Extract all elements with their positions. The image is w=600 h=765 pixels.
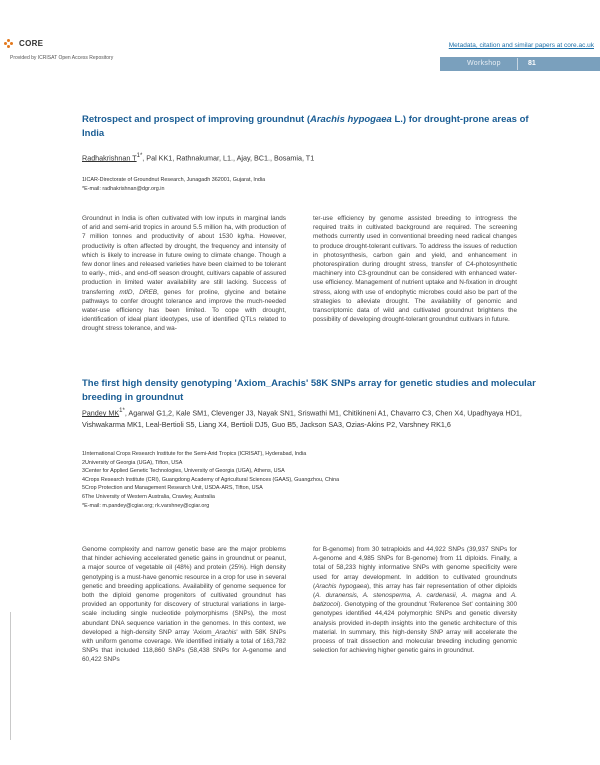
abstract2-affiliations: [82, 450, 542, 510]
abstract1-lead-author: Radhakrishnan T: [82, 153, 137, 163]
core-metadata-link[interactable]: Metadata, citation and similar papers at core.ac.uk: [448, 42, 594, 49]
affiliation-line: 1ICAR-Directorate of Groundnut Research, Junagadh 362001, Gujarat, India: [82, 177, 266, 183]
abstract1-body-col1: Groundnut in India is often cultivated with low inputs in marginal lands of arid and semi-arid tropics in around 5.5 million ha, with production of 7 million tonnes and productivity of about 1530 kg/ha. However, productivity is often affected by drought, the frequency and intensity of which is likely to increase in future owing to climate change. Though a few donor lines and released varieties have been claimed to be tolerant to early-, mid-, and end-off season drought, cultivars capable of assured production in limited water availability are still lacking. Success of transferring mtlD, DREB, genes for proline, glycine and betaine pathways to confer drought tolerance and improve the much-needed water-use efficiency has been limited. To cope with drought, identification of ideal plant ideotypes, use of identified QTLs related to drought stress tolerance, and wa-: [82, 215, 286, 333]
affiliation-line: 1International Crops Research Institute for the Semi-Arid Tropics (ICRISAT), Hyderabad, India: [82, 451, 307, 457]
margin-rule: [10, 612, 11, 740]
page-number: 81: [528, 60, 536, 67]
header-divider: [517, 58, 518, 70]
abstract2-body-col2: for B-genome) from 30 tetraploids and 44,922 SNPs (39,937 SNPs for A-genome and 4,985 SNPs for B-genome) from 11 diploids. Finally, a total of 58,233 highly informative SNPs with genome specificity were used for array development. In addition to cultivated groundnuts (Arachis hypogaea), this array has fair representation of other diploids (A. duranensis, A. stenosperma, A. cardenasii, A. magna and A. batizocoi). Genotyping of the groundnut 'Reference Set' containing 300 genotypes identified 44,424 polymorphic SNPs and genetic diversity analysis provided in-depth insights into the genetic architecture of this material. In summary, this high-density SNP array will accelerate the process of trait dissection and molecular breeding including genomic selection for achieving higher genetic gains in groundnut.: [313, 546, 518, 655]
affiliation-line: 5Crop Protection and Management Research Unit, USDA-ARS, Tifton, USA: [82, 485, 263, 492]
email-line: *E-mail: m.pandey@cgiar.org; rk.varshney@cgiar.org: [82, 502, 210, 509]
core-logo-icon: [4, 39, 16, 48]
abstract2-title: The first high density genotyping 'Axiom_Arachis' 58K SNPs array for genetic studies and molecular breeding in groundnut: [82, 378, 536, 403]
affiliation-line: 3Center for Applied Genetic Technologies, University of Georgia (UGA), Athens, USA: [82, 468, 285, 475]
affiliation-line: 4Crops Research Institute (CRI), Guangdong Academy of Agricultural Sciences (GAAS), Guangzhou, China: [82, 476, 340, 483]
core-brand: CORE: [19, 39, 44, 48]
core-logo[interactable]: [4, 39, 43, 48]
affiliation-line: 2University of Georgia (UGA), Tifton, USA: [82, 459, 183, 466]
abstract1-affiliations: [82, 176, 542, 193]
abstract2-authors: Pandey $MK^{1*}$, Agarwal G1,2, Kale SM1, Clevenger J3, Nayak SN1, Sriswathi M1, Chitikineni A1, Chavarro C3, Chen X4, Upadhyaya HD1, Vishwakarma MK1, Leal-Bertioli S5, Liang X4, Bertioli DJ5, Guo B5, Jackson SA3, Ozias-Akins P2, Varshney RK1,6: [82, 408, 522, 429]
core-provided-by: Provided by ICRISAT Open Access Repository: [10, 55, 114, 61]
abstract2-body-col1: Genome complexity and narrow genetic base are the major problems that hinder achieving accelerated genetic gains in groundnut or peanut, a major source of vegetable oil (48%) and protein (25%). High density genotyping is a must-have genomic resource in a crop for use in several genetic and breeding applications. Availability of genome sequence for both the diploid genome progenitors of cultivated groundnut has provided an opportunity for discovery of structural variations in large-scale including single nucleotide polymorphisms (SNPs), the most abundant DNA sequence variation in the genomes. In this context, we developed a high-density SNP array 'Axiom_Arachis' with 58K SNPs with uniform genome coverage. We identified initially a total of 163,782 SNPs that included 118,860 SNPs (58,438 SNPs for A-genome and 60,422 SNPs: [82, 546, 287, 664]
affiliation-line: 6The University of Western Australia, Crawley, Australia: [82, 493, 215, 500]
abstract1-authors: Radhakrishnan $T^{1*}$, Pal KK1, Rathnakumar, L1., Ajay, BC1., Bosamia, T1: [82, 153, 315, 163]
abstract1-title: Retrospect and prospect of improving groundnut (Arachis hypogaea L.) for drought-prone areas of India: [82, 114, 529, 139]
abstract1-body-col2: ter-use efficiency by genome assisted breeding to introgress the required traits in cultivated background are required. The screening methods currently used in conventional breeding need radical changes to produce drought-tolerant cultivars. To address the issues of reduction in photosynthesis, carbon gain and yield, and enhancement in photorespiration during drought stress, transfer of C4-photosynthetic machinery into C3-groundnut can be considered with enhanced water-use efficiency. Management of nutrient uptake and N-fixation in drought stress, along with use of endophytic microbes could also be part of the strategies to alleviate drought. The availability of genomic and transcriptomic data of wild and cultivated groundnut brightens the possibility of developing drought-tolerant groundnut cultivars in future.: [313, 215, 517, 324]
header-band: [440, 57, 600, 71]
email-line: *E-mail: radhakrishnan@dgr.org.in: [82, 185, 165, 192]
abstract2-lead-author: Pandey MK: [82, 408, 120, 418]
header-section: Workshop: [467, 60, 501, 67]
